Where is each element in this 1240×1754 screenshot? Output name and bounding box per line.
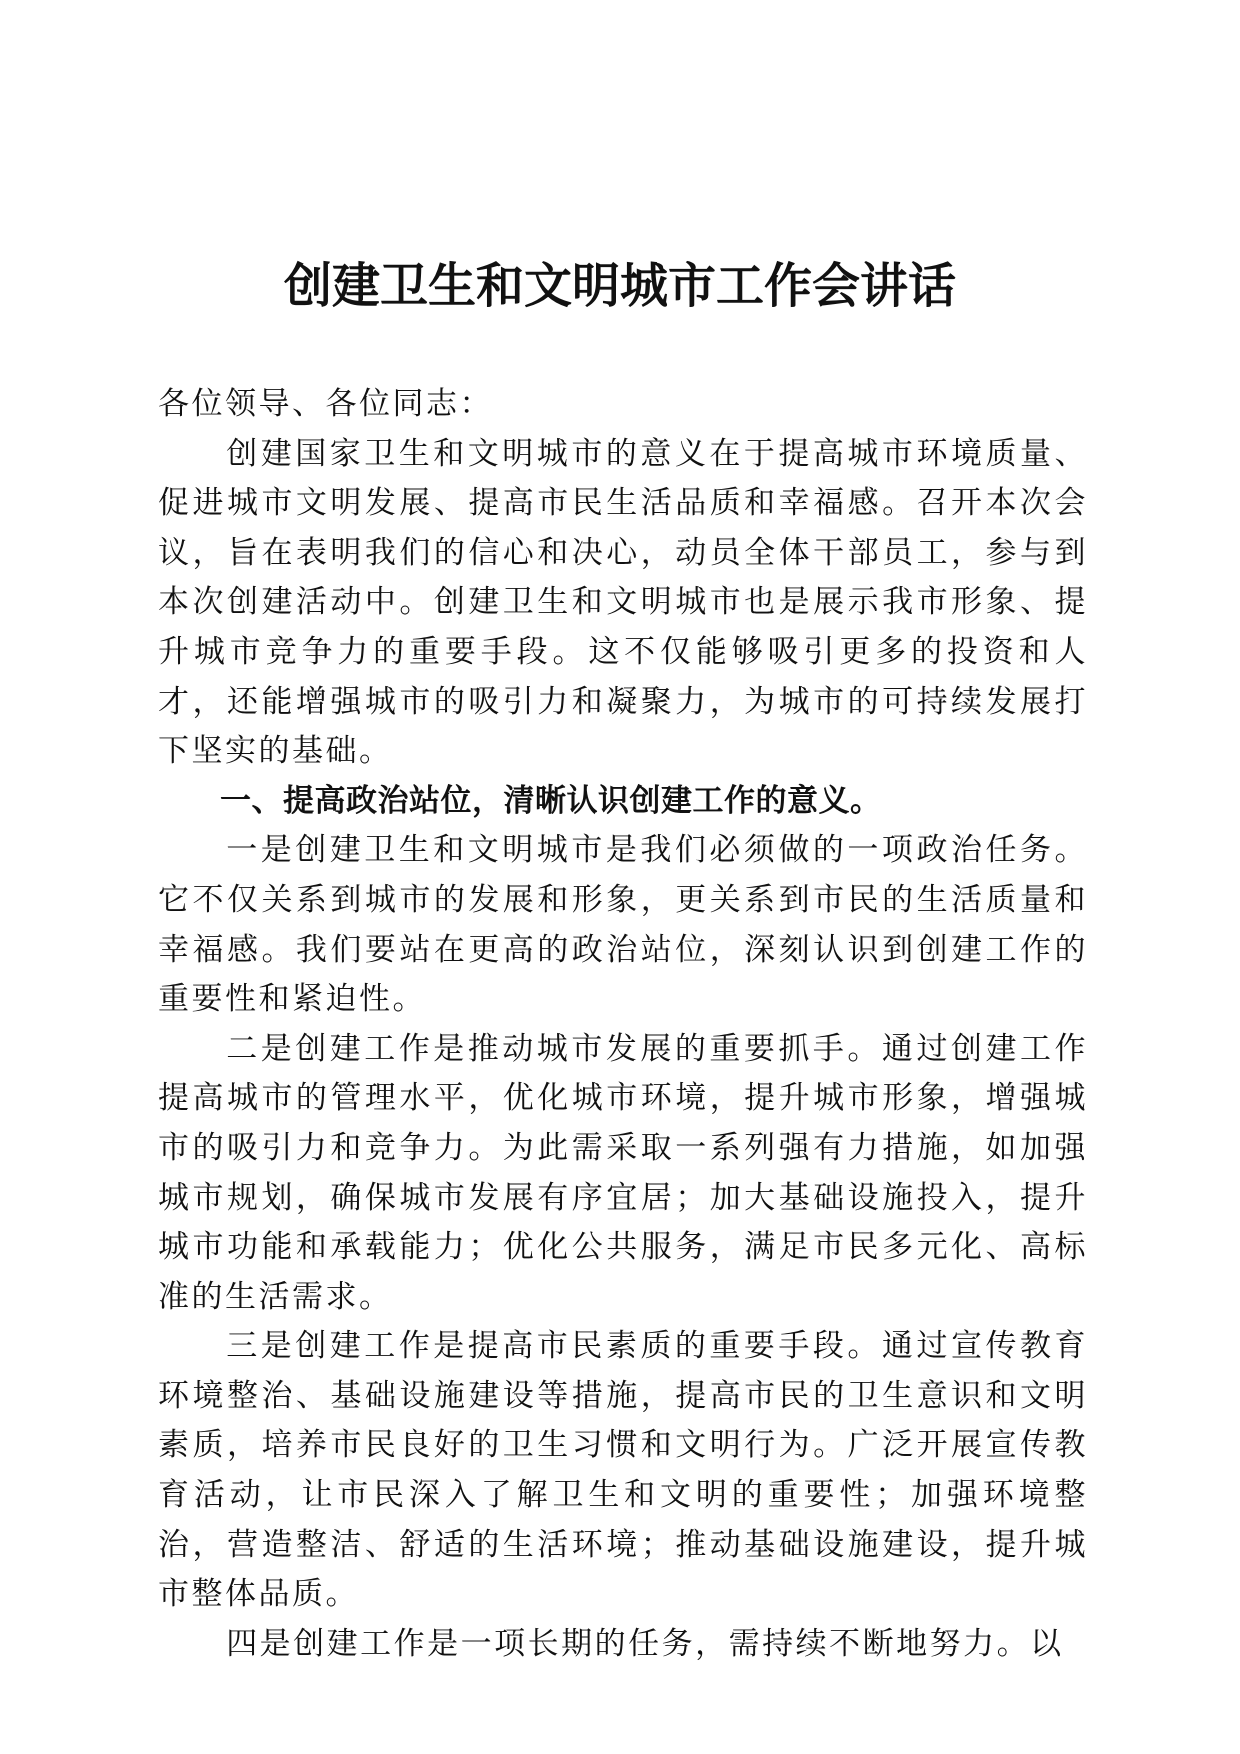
paragraph-intro: 创建国家卫生和文明城市的意义在于提高城市环境质量、促进城市文明发展、提高市民生活品质和幸福感。召开本次会议，旨在表明我们的信心和决心，动员全体干部员工，参与到本次创建活动中。创建卫生和文明城市也是展示我市形象、提升城市竞争力的重要手段。这不仅能够吸引更多的投资和人才，还能增强城市的吸引力和凝聚力，为城市的可持续发展打下坚实的基础。 — [158, 435, 1088, 770]
paragraph-point-1: 一是创建卫生和文明城市是我们必须做的一项政治任务。它不仅关系到城市的发展和形象，更关系到市民的生活质量和幸福感。我们要站在更高的政治站位，深刻认识到创建工作的重要性和紧迫性。 — [158, 832, 1088, 1018]
document-title: 创建卫生和文明城市工作会讲话 — [283, 258, 956, 314]
paragraph-point-2: 二是创建工作是推动城市发展的重要抓手。通过创建工作提高城市的管理水平，优化城市环境，提升城市形象，增强城市的吸引力和竞争力。为此需采取一系列强有力措施，如加强城市规划，确保城市发展有序宜居；加大基础设施投入，提升城市功能和承载能力；优化公共服务，满足市民多元化、高标准的生活需求。 — [158, 1030, 1088, 1315]
salutation: 各位领导、各位同志： — [158, 386, 493, 422]
document-body — [158, 380, 1088, 1669]
section-heading-1: 一、提高政治站位，清晰认识创建工作的意义。 — [220, 782, 882, 819]
paragraph-point-4: 四是创建工作是一项长期的任务，需持续不断地努力。以 — [226, 1625, 1064, 1662]
paragraph-point-3: 三是创建工作是提高市民素质的重要手段。通过宣传教育环境整治、基础设施建设等措施，提高市民的卫生意识和文明素质，培养市民良好的卫生习惯和文明行为。广泛开展宣传教育活动，让市民深入了解卫生和文明的重要性；加强环境整治，营造整洁、舒适的生活环境；推动基础设施建设，提升城市整体品质。 — [158, 1328, 1088, 1613]
